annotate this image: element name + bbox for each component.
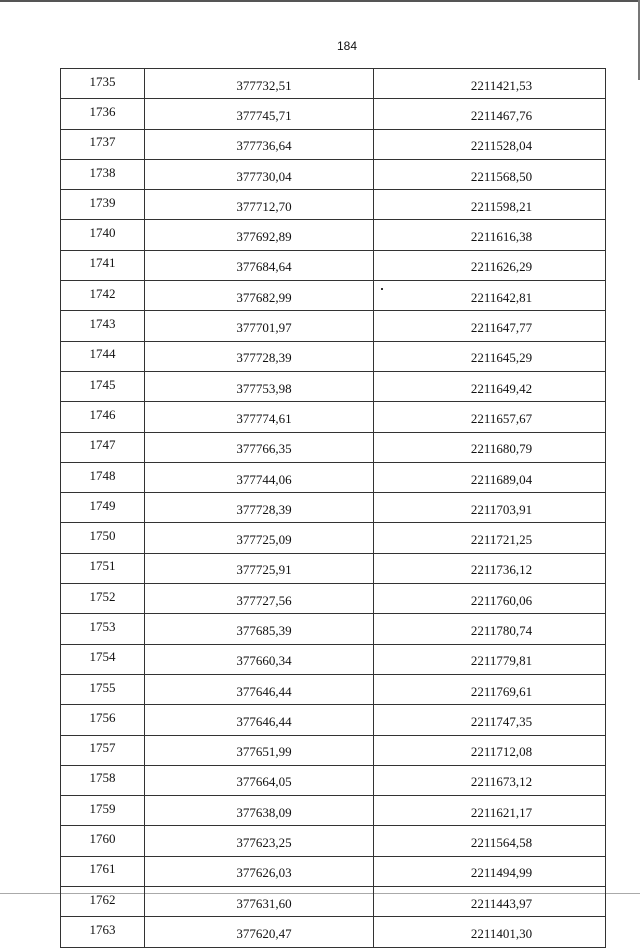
table-row <box>61 402 606 432</box>
x-coordinate-cell: 377727,56 <box>145 584 374 614</box>
y-coordinate-cell: 2211421,53 <box>374 69 606 99</box>
point-number-cell: 1763 <box>61 917 145 947</box>
table-row <box>61 735 606 765</box>
point-number-cell: 1747 <box>61 432 145 462</box>
y-coordinate-cell: 2211645,29 <box>374 341 606 371</box>
y-coordinate-cell: 2211649,42 <box>374 371 606 401</box>
x-coordinate-cell: 377660,34 <box>145 644 374 674</box>
y-coordinate-cell: 2211712,08 <box>374 735 606 765</box>
table-row <box>61 190 606 220</box>
x-coordinate-cell: 377685,39 <box>145 614 374 644</box>
x-coordinate-cell: 377730,04 <box>145 159 374 189</box>
x-coordinate-cell: 377646,44 <box>145 705 374 735</box>
point-number-cell: 1761 <box>61 856 145 886</box>
y-coordinate-cell: 2211598,21 <box>374 190 606 220</box>
x-coordinate-cell: 377725,91 <box>145 553 374 583</box>
table-row <box>61 129 606 159</box>
y-coordinate-cell: 2211647,77 <box>374 311 606 341</box>
table-row <box>61 765 606 795</box>
y-coordinate-cell: 2211769,61 <box>374 674 606 704</box>
x-coordinate-cell: 377728,39 <box>145 493 374 523</box>
x-coordinate-cell: 377638,09 <box>145 796 374 826</box>
y-coordinate-cell: 2211642,81 <box>374 281 606 311</box>
y-coordinate-cell: 2211779,81 <box>374 644 606 674</box>
y-coordinate-cell: 2211467,76 <box>374 99 606 129</box>
point-number-cell: 1759 <box>61 796 145 826</box>
table-row <box>61 826 606 856</box>
x-coordinate-cell: 377631,60 <box>145 887 374 917</box>
y-coordinate-cell: 2211747,35 <box>374 705 606 735</box>
table-row <box>61 159 606 189</box>
x-coordinate-cell: 377646,44 <box>145 674 374 704</box>
y-coordinate-cell: 2211568,50 <box>374 159 606 189</box>
y-coordinate-cell: 2211780,74 <box>374 614 606 644</box>
point-number-cell: 1738 <box>61 159 145 189</box>
table-row <box>61 856 606 886</box>
point-number-cell: 1751 <box>61 553 145 583</box>
y-coordinate-cell: 2211721,25 <box>374 523 606 553</box>
table-row <box>61 493 606 523</box>
table-row <box>61 614 606 644</box>
table-row <box>61 250 606 280</box>
table-row <box>61 462 606 492</box>
point-number-cell: 1743 <box>61 311 145 341</box>
x-coordinate-cell: 377728,39 <box>145 341 374 371</box>
x-coordinate-cell: 377712,70 <box>145 190 374 220</box>
y-coordinate-cell: 2211657,67 <box>374 402 606 432</box>
x-coordinate-cell: 377753,98 <box>145 371 374 401</box>
table-row <box>61 371 606 401</box>
x-coordinate-cell: 377736,64 <box>145 129 374 159</box>
point-number-cell: 1742 <box>61 281 145 311</box>
y-coordinate-cell: 2211621,17 <box>374 796 606 826</box>
y-coordinate-cell: 2211703,91 <box>374 493 606 523</box>
y-coordinate-cell: 2211673,12 <box>374 765 606 795</box>
point-number-cell: 1746 <box>61 402 145 432</box>
table-row <box>61 917 606 947</box>
x-coordinate-cell: 377744,06 <box>145 462 374 492</box>
x-coordinate-cell: 377701,97 <box>145 311 374 341</box>
y-coordinate-cell: 2211528,04 <box>374 129 606 159</box>
table-row <box>61 432 606 462</box>
table-row <box>61 553 606 583</box>
point-number-cell: 1741 <box>61 250 145 280</box>
page-number: 184 <box>336 39 358 53</box>
y-coordinate-cell: 2211736,12 <box>374 553 606 583</box>
y-coordinate-cell: 2211760,06 <box>374 584 606 614</box>
point-number-cell: 1736 <box>61 99 145 129</box>
point-number-cell: 1737 <box>61 129 145 159</box>
x-coordinate-cell: 377766,35 <box>145 432 374 462</box>
point-number-cell: 1735 <box>61 69 145 99</box>
point-number-cell: 1754 <box>61 644 145 674</box>
y-coordinate-cell: 2211616,38 <box>374 220 606 250</box>
point-number-cell: 1752 <box>61 584 145 614</box>
table-row <box>61 887 606 917</box>
point-number-cell: 1760 <box>61 826 145 856</box>
table-row <box>61 311 606 341</box>
x-coordinate-cell: 377732,51 <box>145 69 374 99</box>
x-coordinate-cell: 377651,99 <box>145 735 374 765</box>
y-coordinate-cell: 2211401,30 <box>374 917 606 947</box>
point-number-cell: 1755 <box>61 674 145 704</box>
point-number-cell: 1744 <box>61 341 145 371</box>
point-number-cell: 1758 <box>61 765 145 795</box>
point-number-cell: 1753 <box>61 614 145 644</box>
table-row <box>61 281 606 311</box>
point-number-cell: 1762 <box>61 887 145 917</box>
x-coordinate-cell: 377626,03 <box>145 856 374 886</box>
x-coordinate-cell: 377623,25 <box>145 826 374 856</box>
point-number-cell: 1756 <box>61 705 145 735</box>
x-coordinate-cell: 377774,61 <box>145 402 374 432</box>
y-coordinate-cell: 2211689,04 <box>374 462 606 492</box>
y-coordinate-cell: 2211494,99 <box>374 856 606 886</box>
table-row <box>61 796 606 826</box>
point-number-cell: 1740 <box>61 220 145 250</box>
point-number-cell: 1739 <box>61 190 145 220</box>
table-row <box>61 644 606 674</box>
x-coordinate-cell: 377620,47 <box>145 917 374 947</box>
y-coordinate-cell: 2211564,58 <box>374 826 606 856</box>
y-coordinate-cell: 2211443,97 <box>374 887 606 917</box>
coordinates-table <box>60 68 606 948</box>
y-coordinate-cell: 2211680,79 <box>374 432 606 462</box>
table-row <box>61 220 606 250</box>
x-coordinate-cell: 377725,09 <box>145 523 374 553</box>
table-row <box>61 705 606 735</box>
x-coordinate-cell: 377664,05 <box>145 765 374 795</box>
x-coordinate-cell: 377692,89 <box>145 220 374 250</box>
table-row <box>61 584 606 614</box>
point-number-cell: 1745 <box>61 371 145 401</box>
point-number-cell: 1748 <box>61 462 145 492</box>
scan-edge-top <box>0 0 640 2</box>
table-row <box>61 674 606 704</box>
point-number-cell: 1749 <box>61 493 145 523</box>
table-row <box>61 69 606 99</box>
x-coordinate-cell: 377745,71 <box>145 99 374 129</box>
point-number-cell: 1750 <box>61 523 145 553</box>
table-row <box>61 523 606 553</box>
x-coordinate-cell: 377684,64 <box>145 250 374 280</box>
table-row <box>61 99 606 129</box>
y-coordinate-cell: 2211626,29 <box>374 250 606 280</box>
point-number-cell: 1757 <box>61 735 145 765</box>
x-coordinate-cell: 377682,99 <box>145 281 374 311</box>
table-row <box>61 341 606 371</box>
